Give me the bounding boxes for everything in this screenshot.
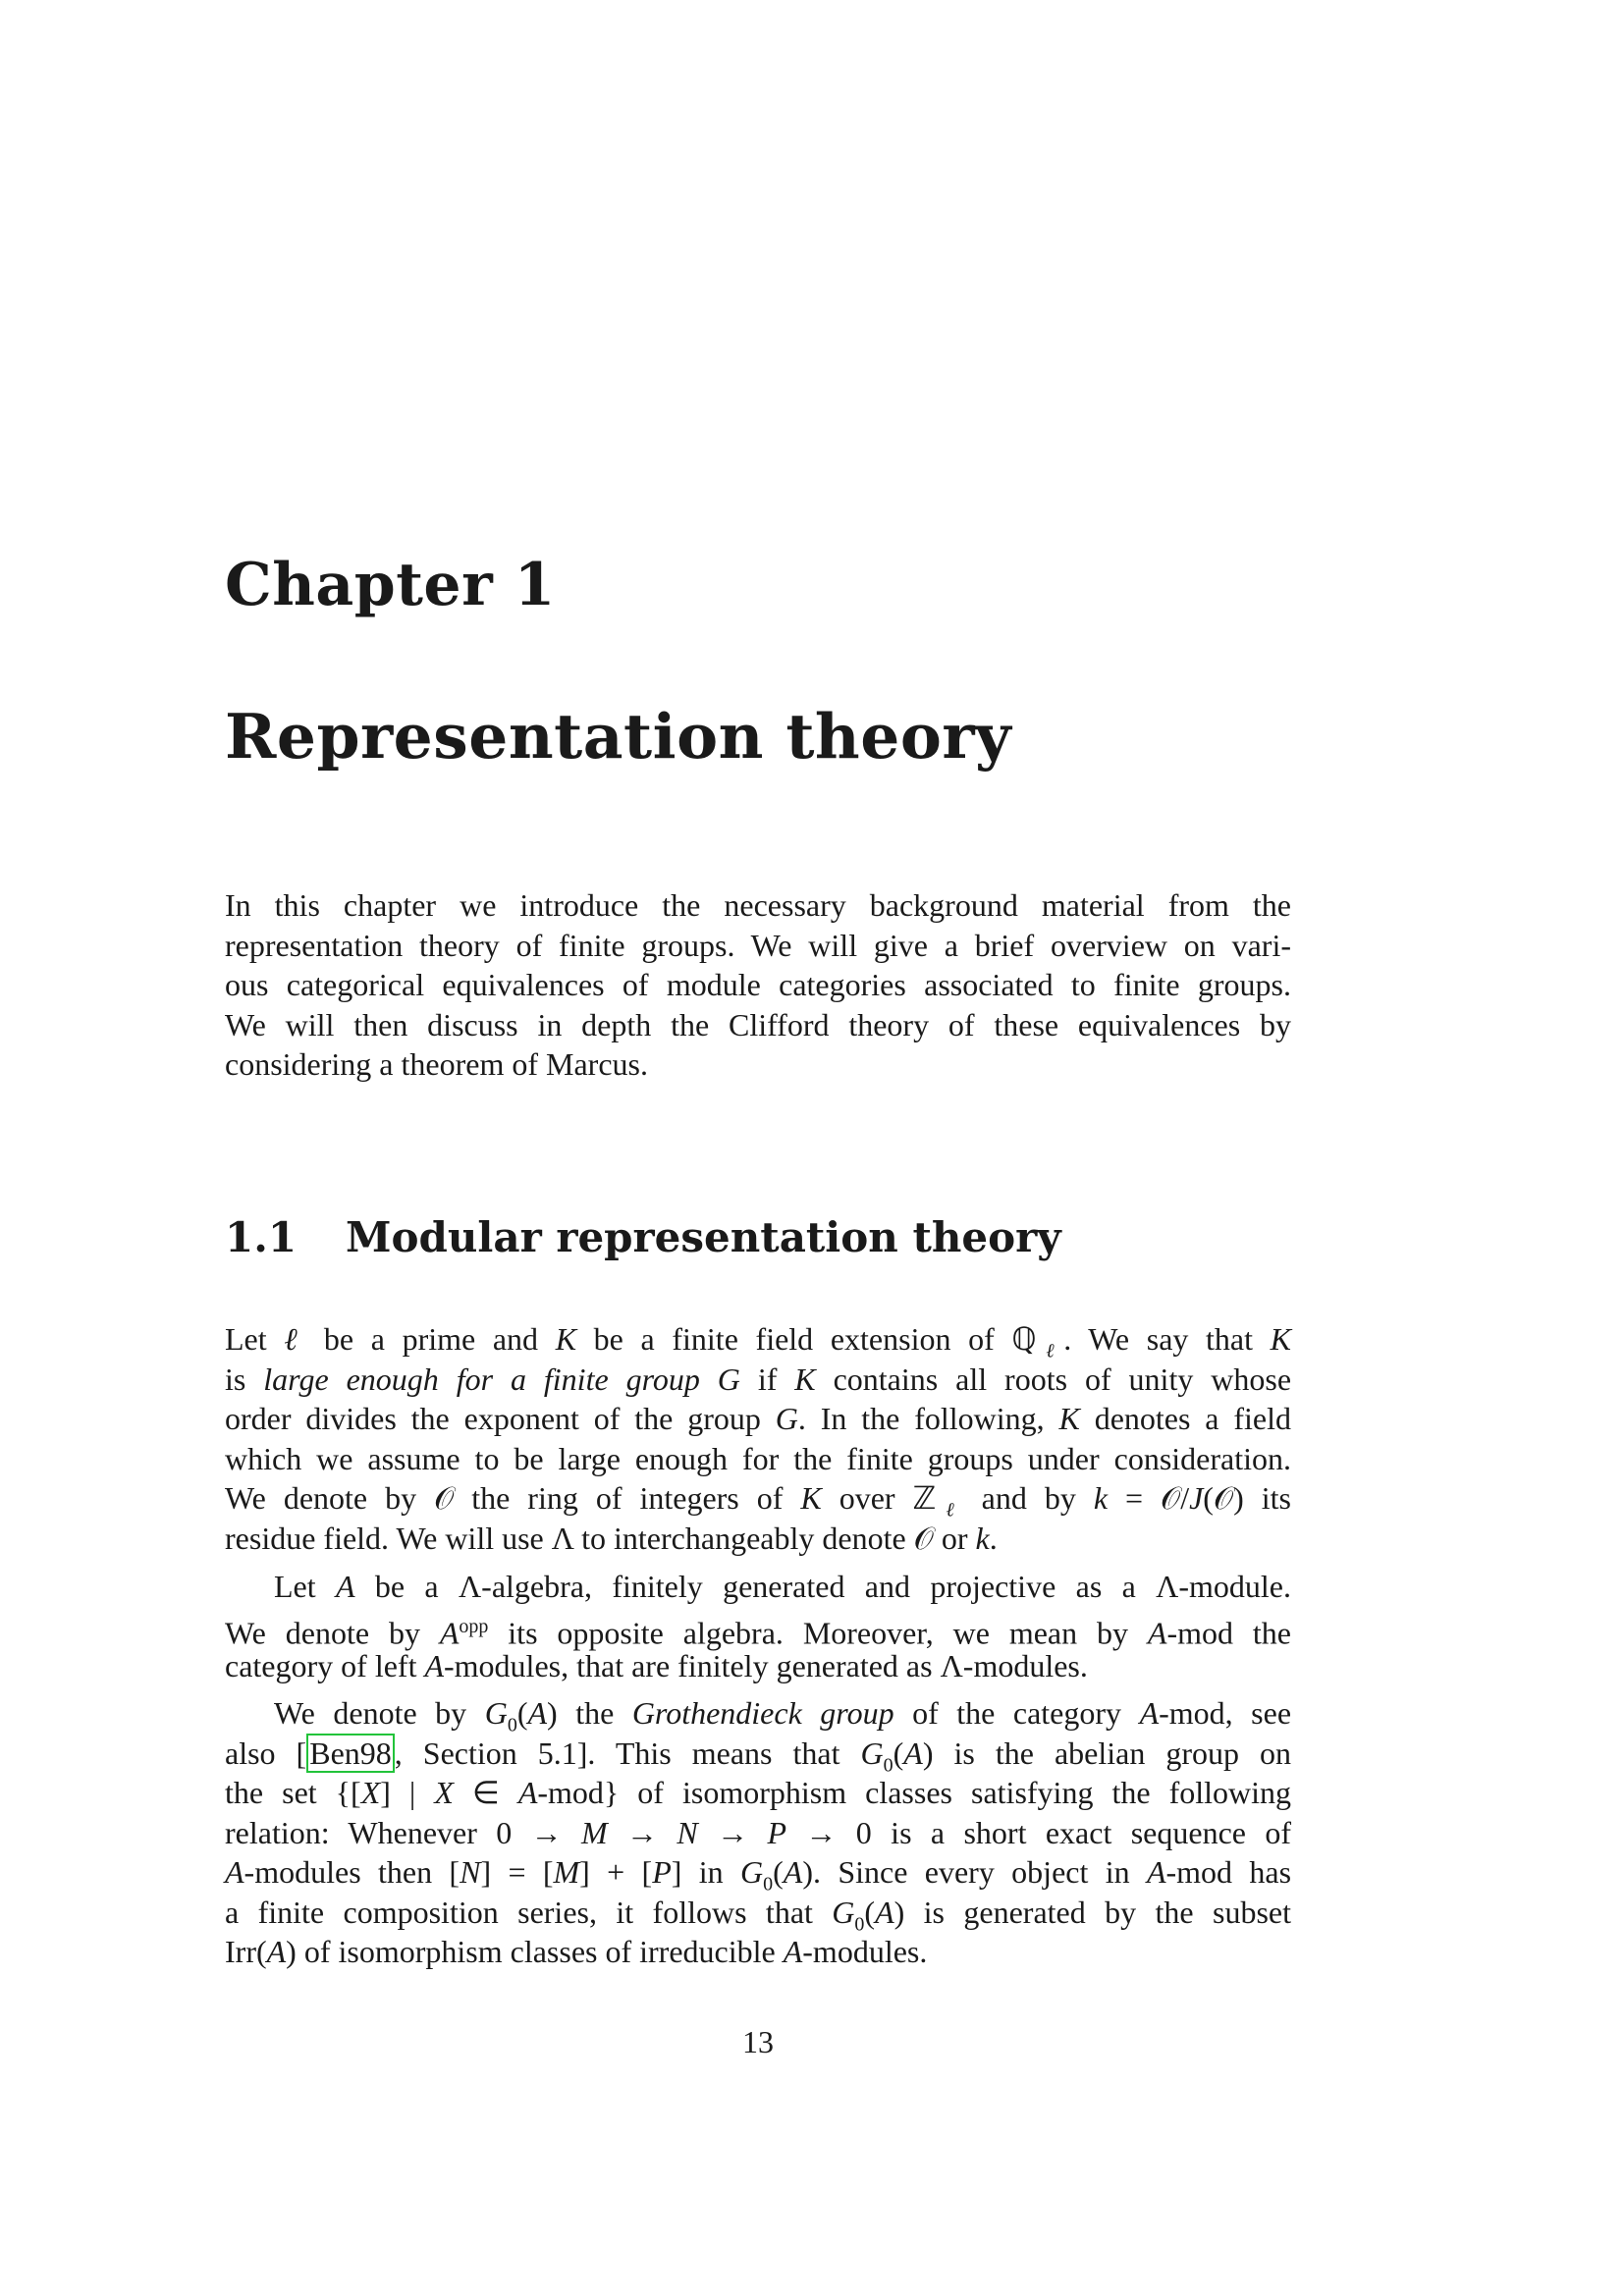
paragraph-line: We denote by $A^{opp}$ its opposite algebra. Moreover, we mean by A-mod the bbox=[225, 1615, 1292, 1651]
paragraph-2 bbox=[225, 1567, 1291, 1686]
section-title: Modular representation theory bbox=[346, 1213, 1061, 1261]
paragraph-line: residue field. We will use Λ to interchangeably denote 𝒪 or k. bbox=[225, 1520, 998, 1556]
page-number: 13 bbox=[742, 2024, 774, 2059]
paragraph-line: Let A be a Λ-algebra, finitely generated and projective as a Λ-module. bbox=[274, 1569, 1292, 1604]
paragraph-line: Let ℓ be a prime and K be a finite field extension of ℚ$_\ell$. We say that K bbox=[225, 1321, 1292, 1362]
paragraph-line: is large enough for a finite group G if K contains all roots of unity whose bbox=[225, 1361, 1292, 1397]
chapter-label: Chapter 1 bbox=[225, 551, 556, 619]
paragraph-line: relation: Whenever 0 → M → N → P → 0 is a short exact sequence of bbox=[225, 1814, 1292, 1850]
paragraph-line: Irr(A) of isomorphism classes of irreducible A-modules. bbox=[225, 1934, 928, 1969]
intro-line: considering a theorem of Marcus. bbox=[225, 1046, 648, 1082]
paragraph-line: order divides the exponent of the group G. In the following, K denotes a field bbox=[225, 1401, 1292, 1436]
section-number: 1.1 bbox=[225, 1213, 298, 1261]
paragraph-line: which we assume to be large enough for the finite groups under consideration. bbox=[225, 1440, 1291, 1476]
intro-line: We will then discuss in depth the Clifford theory of these equivalences by bbox=[225, 1006, 1291, 1042]
paragraph-line: A-modules then [N] = [M] + [P] in $G_0(A)$. Since every object in A-mod has bbox=[225, 1854, 1292, 1896]
intro-line: ous categorical equivalences of module categories associated to finite groups. bbox=[225, 967, 1291, 1002]
paragraph-3 bbox=[225, 1693, 1291, 1972]
citation-link[interactable]: Ben98 bbox=[306, 1734, 395, 1773]
intro-line: In this chapter we introduce the necessary background material from the bbox=[225, 887, 1291, 923]
chapter-title: Representation theory bbox=[225, 700, 1012, 773]
paragraph-line: We denote by 𝒪 the ring of integers of K over ℤ$_\ell$ and by k = 𝒪/J(𝒪) its bbox=[225, 1480, 1291, 1522]
paragraph-line: the set {[X] | X ∈ A-mod} of isomorphism classes satisfying the following bbox=[225, 1775, 1292, 1810]
paragraph-line: also [Ben98, Section 5.1]. This means that $G_0(A)$ is the abelian group on bbox=[225, 1735, 1292, 1776]
paragraph-line: category of left A-modules, that are finitely generated as Λ-modules. bbox=[225, 1648, 1088, 1683]
intro-line: representation theory of finite groups. We will give a brief overview on vari- bbox=[225, 927, 1291, 963]
paragraph-line: a finite composition series, it follows that $G_0(A)$ is generated by the subset bbox=[225, 1894, 1292, 1935]
section-heading bbox=[225, 1210, 1061, 1265]
intro-paragraph bbox=[225, 885, 1291, 1085]
paragraph-line: We denote by $G_0(A)$ the Grothendieck group of the category A-mod, see bbox=[274, 1695, 1292, 1736]
paragraph-1 bbox=[225, 1319, 1291, 1558]
